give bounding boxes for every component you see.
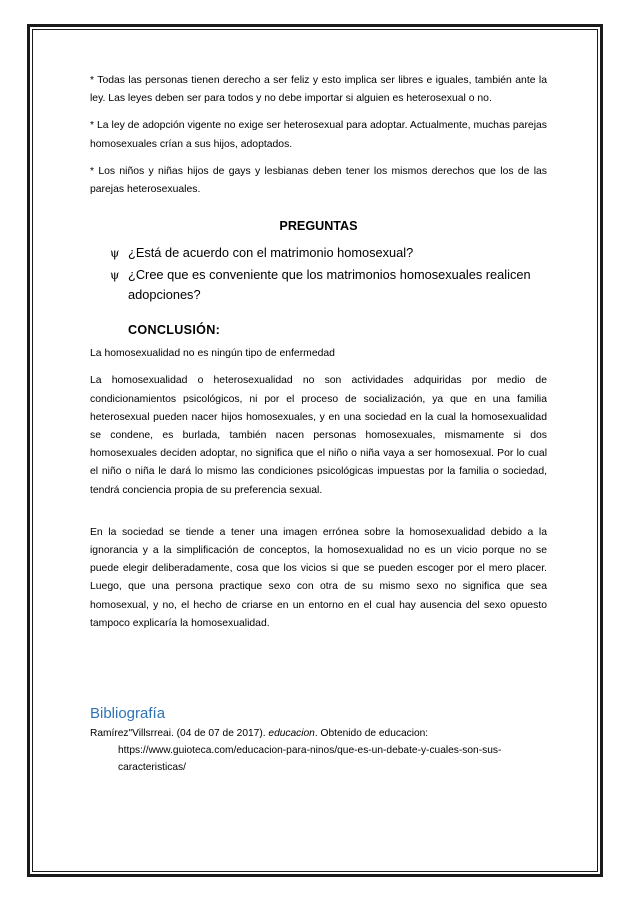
intro-paragraph-2: * La ley de adopción vigente no exige ser heterosexual para adoptar. Actualmente, muchas parejas homosexuales crían a sus hijos, adoptados. (90, 120, 547, 150)
conclusion-paragraph-1: La homosexualidad o heterosexualidad no son actividades adquiridas por medio de condicionamientos psicológicos, ni por el proceso de socialización, ya que en una familia heterosexual pueden nacer hijos homosexuales, y en una sociedad en la cual la homosexualidad se condene, es burlada, también nacen personas homosexuales, mismamente si dos homosexuales deciden adoptar, no significa que el niño o niña vaya a ser homosexual. Por lo cual el niño o niña le dará lo mismo las condiciones psicológicas impuestas por la familia o sociedad, tendrá conciencia propia de su preferencia sexual. (90, 375, 547, 496)
question-item (90, 243, 547, 263)
question-item (90, 265, 547, 305)
conclusion-line: La homosexualidad no es ningún tipo de enfermedad (90, 348, 335, 360)
question-text: ¿Está de acuerdo con el matrimonio homosexual? (128, 245, 414, 261)
document-body (90, 72, 547, 776)
intro-paragraph-3: * Los niños y niñas hijos de gays y lesbianas deben tener los mismos derechos que los de las parejas heterosexuales. (90, 165, 547, 196)
bibliografia-heading: Bibliografía (90, 705, 166, 723)
psi-bullet-icon: ψ (110, 246, 120, 261)
question-text: ¿Cree que es conveniente que los matrimonios homosexuales realicen adopciones? (128, 267, 531, 303)
citation-url[interactable]: https://www.guioteca.com/educacion-para-ninos/que-es-un-debate-y-cuales-son-sus-caracteristicas/ (118, 745, 502, 774)
questions-list (90, 243, 547, 305)
citation-prefix: Ramírez"Villsrreai. (04 de 07 de 2017). (90, 728, 269, 740)
bibliography-entry (90, 725, 547, 742)
preguntas-heading: PREGUNTAS (279, 219, 358, 234)
conclusion-paragraph-2: En la sociedad se tiende a tener una imagen errónea sobre la homosexualidad debido a la ignorancia y a la simplificación de conceptos, la homosexualidad no es un vicio porque no se puede elegir deliberadamente, cosa que los vicios si que se pueden escoger por el mero placer. Luego, que una persona practique sexo con otra de su mismo sexo no significa que sea homosexual, y no, el hecho de criarse en un entorno en el cual hay ausencia del sexo opuesto tampoco explicaría la homosexualidad. (90, 526, 547, 629)
psi-bullet-icon: ψ (110, 268, 120, 283)
citation-title: educacion (268, 728, 315, 740)
intro-paragraph-1: * Todas las personas tienen derecho a ser feliz y esto implica ser libres e iguales, también ante la ley. Las leyes deben ser para todos y no debe importar si alguien es heterosexual o no. (90, 75, 547, 105)
conclusion-heading: CONCLUSIÓN: (128, 323, 221, 338)
citation-suffix: . Obtenido de educacion: (314, 728, 429, 740)
